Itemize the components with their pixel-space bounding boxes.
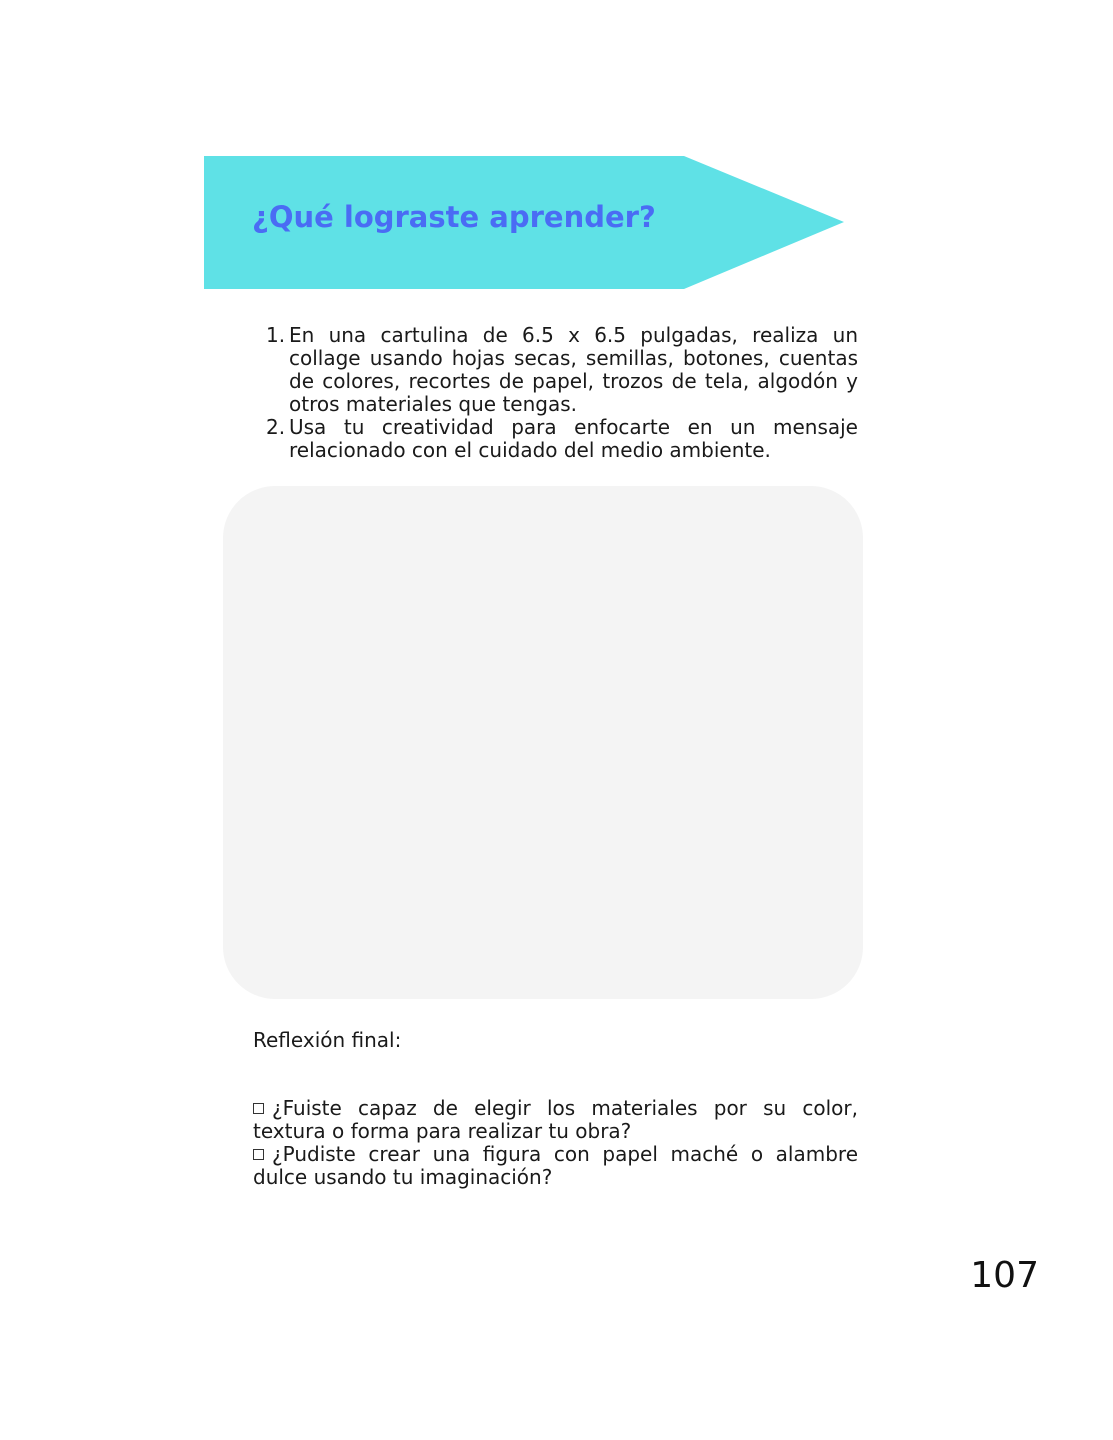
checkbox-icon[interactable]	[253, 1103, 264, 1114]
list-item	[266, 416, 858, 462]
section-title: ¿Qué lograste aprender?	[252, 200, 656, 234]
section-banner	[204, 156, 844, 289]
checkbox-icon[interactable]	[253, 1149, 264, 1160]
reflection-checklist	[253, 1097, 858, 1189]
list-item-number: 1.	[266, 323, 286, 347]
collage-drawing-area[interactable]	[223, 486, 863, 999]
instructions-list	[266, 324, 858, 462]
checklist-item	[253, 1143, 858, 1189]
checklist-item-text: ¿Fuiste capaz de elegir los materiales por su color, textura o forma para realizar tu obra?	[253, 1096, 858, 1143]
list-item	[266, 324, 858, 416]
checklist-item	[253, 1097, 858, 1143]
checklist-item-text: ¿Pudiste crear una figura con papel maché o alambre dulce usando tu imaginación?	[253, 1142, 858, 1189]
list-item-number: 2.	[266, 415, 286, 439]
list-item-text: Usa tu creatividad para enfocarte en un mensaje relacionado con el cuidado del medio ambiente.	[289, 415, 858, 462]
list-item-text: En una cartulina de 6.5 x 6.5 pulgadas, realiza un collage usando hojas secas, semillas, botones, cuentas de colores, recortes de papel, trozos de tela, algodón y otros materiales que tengas.	[289, 323, 858, 416]
reflection-label: Reflexión final:	[253, 1028, 402, 1052]
page-number: 107	[970, 1255, 1039, 1296]
